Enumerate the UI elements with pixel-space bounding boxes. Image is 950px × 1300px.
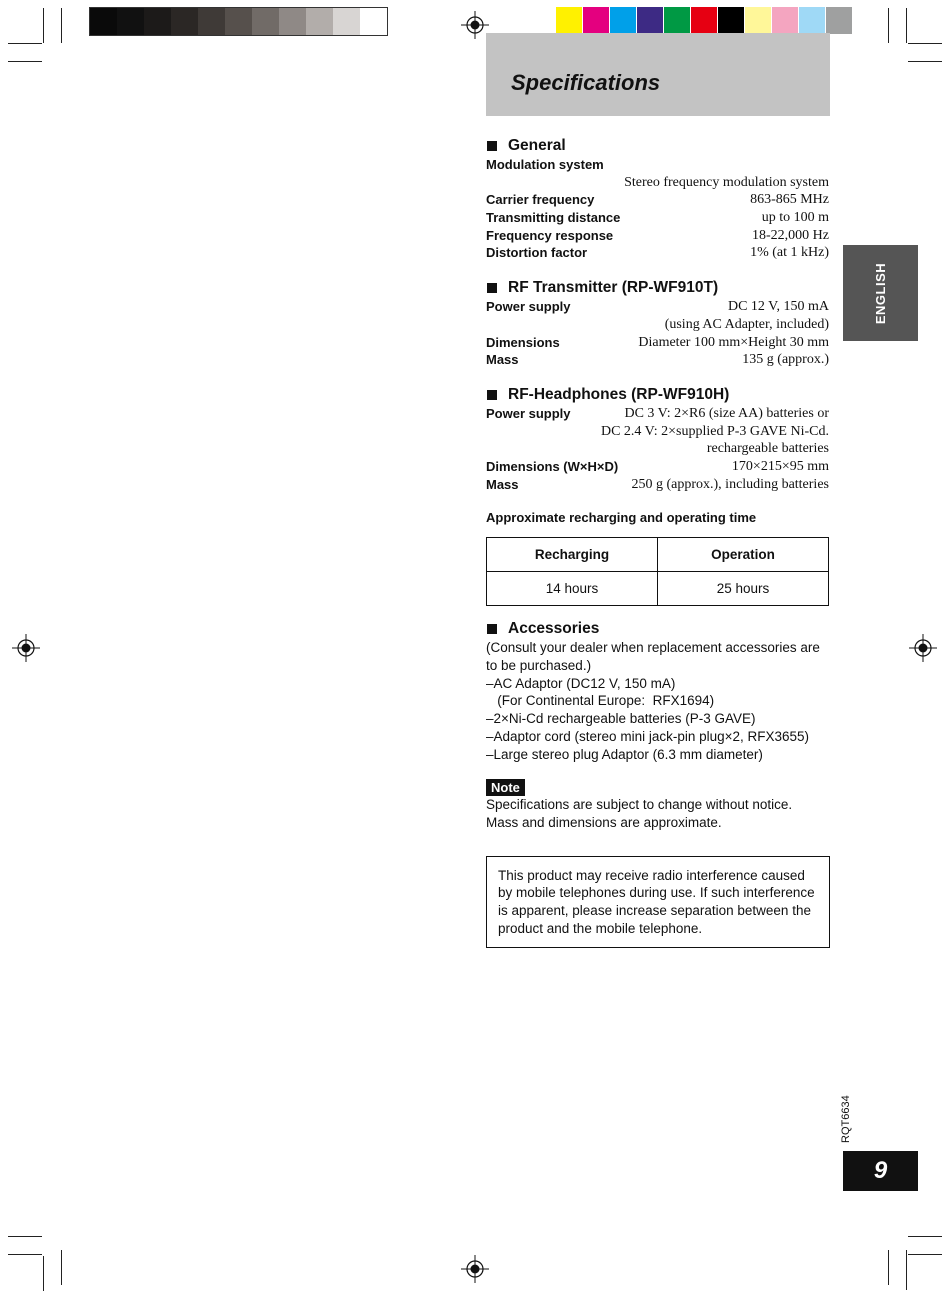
spec-row bbox=[486, 405, 829, 423]
table-row bbox=[487, 572, 829, 606]
spec-row bbox=[486, 191, 829, 209]
color-swatch bbox=[583, 7, 610, 34]
color-swatch bbox=[718, 7, 745, 34]
section-heading-transmitter: RF Transmitter (RP-WF910T) bbox=[486, 278, 829, 298]
color-swatch bbox=[252, 8, 279, 35]
recharge-heading: Approximate recharging and operating time bbox=[486, 510, 757, 526]
color-swatch bbox=[664, 7, 691, 34]
spec-value: 863-865 MHz bbox=[750, 192, 829, 208]
spec-value: 18-22,000 Hz bbox=[752, 227, 829, 243]
spec-label: Power supply bbox=[486, 299, 571, 315]
spec-value: DC 12 V, 150 mA bbox=[727, 299, 829, 315]
square-bullet-icon bbox=[487, 624, 497, 634]
accessories-intro: to be purchased.) bbox=[486, 658, 592, 674]
recharge-table bbox=[486, 537, 829, 606]
color-swatch bbox=[637, 7, 664, 34]
grayscale-color-bar bbox=[89, 7, 388, 36]
spec-row bbox=[486, 298, 829, 316]
section-heading-accessories: Accessories bbox=[486, 619, 829, 639]
list-item: –AC Adaptor (DC12 V, 150 mA) bbox=[486, 675, 676, 691]
spec-value: Stereo frequency modulation system bbox=[624, 174, 829, 190]
square-bullet-icon bbox=[487, 283, 497, 293]
spec-row bbox=[486, 351, 829, 369]
spec-row bbox=[486, 209, 829, 227]
page-title: Specifications bbox=[511, 70, 661, 95]
note-text: Specifications are subject to change without notice. bbox=[486, 797, 793, 813]
list-item: (For Continental Europe: RFX1694) bbox=[486, 693, 715, 709]
color-swatch bbox=[198, 8, 225, 35]
spec-value: Diameter 100 mm×Height 30 mm bbox=[638, 334, 829, 350]
spec-value: DC 3 V: 2×R6 (size AA) batteries or bbox=[624, 405, 829, 421]
note-badge: Note bbox=[486, 779, 525, 796]
page-number-box bbox=[843, 1151, 918, 1191]
list-item: –Large stereo plug Adaptor (6.3 mm diameter) bbox=[486, 746, 763, 762]
spec-label: Modulation system bbox=[486, 157, 604, 172]
interference-notice-text: This product may receive radio interference caused by mobile telephones during use. If such interference is apparent, please increase separation between the product and the mobile telephone. bbox=[498, 867, 815, 936]
color-swatch bbox=[799, 7, 826, 34]
spec-row bbox=[486, 227, 829, 245]
table-header-row bbox=[487, 538, 829, 572]
spec-label: Mass bbox=[486, 352, 519, 368]
spec-label: Dimensions bbox=[486, 334, 560, 350]
registration-mark-icon bbox=[909, 634, 937, 662]
color-swatch bbox=[826, 7, 853, 34]
spec-row bbox=[486, 476, 829, 494]
color-swatch bbox=[279, 8, 306, 35]
spec-label: Dimensions (W×H×D) bbox=[486, 458, 619, 474]
spec-label: Carrier frequency bbox=[486, 192, 595, 208]
spec-value: 250 g (approx.), including batteries bbox=[631, 476, 829, 492]
accessories-list bbox=[486, 675, 829, 764]
table-cell: 25 hours bbox=[658, 572, 829, 606]
color-swatch bbox=[745, 7, 772, 34]
page-number: 9 bbox=[873, 1157, 888, 1184]
spec-label: Transmitting distance bbox=[486, 210, 621, 226]
table-cell: 14 hours bbox=[487, 572, 658, 606]
spec-value-continued: rechargeable batteries bbox=[706, 441, 829, 457]
note-text: Mass and dimensions are approximate. bbox=[486, 814, 722, 830]
color-swatch bbox=[772, 7, 799, 34]
list-item: –Adaptor cord (stereo mini jack-pin plug×2, RFX3655) bbox=[486, 728, 810, 744]
process-color-bar bbox=[556, 7, 853, 34]
color-swatch bbox=[556, 7, 583, 34]
spec-value-continued: DC 2.4 V: 2×supplied P-3 GAVE Ni-Cd. bbox=[600, 423, 829, 439]
spec-value: 1% (at 1 kHz) bbox=[750, 245, 829, 261]
spec-row bbox=[486, 458, 829, 476]
color-swatch bbox=[171, 8, 198, 35]
color-swatch bbox=[691, 7, 718, 34]
color-swatch bbox=[610, 7, 637, 34]
spec-value: 170×215×95 mm bbox=[731, 458, 829, 474]
color-swatch bbox=[360, 8, 387, 35]
color-swatch bbox=[306, 8, 333, 35]
spec-value: 135 g (approx.) bbox=[742, 352, 829, 368]
spec-row bbox=[486, 156, 829, 174]
spec-value-continued: (using AC Adapter, included) bbox=[664, 316, 829, 332]
color-swatch bbox=[117, 8, 144, 35]
spec-label: Distortion factor bbox=[486, 245, 588, 261]
spec-row bbox=[486, 334, 829, 352]
interference-notice-box bbox=[486, 856, 830, 949]
square-bullet-icon bbox=[487, 390, 497, 400]
spec-row bbox=[486, 244, 829, 262]
specifications-content bbox=[486, 136, 829, 948]
language-tab-label: ENGLISH bbox=[872, 262, 888, 324]
color-swatch bbox=[333, 8, 360, 35]
list-item: –2×Ni-Cd rechargeable batteries (P-3 GAVE) bbox=[486, 711, 756, 727]
general-spec-list bbox=[486, 191, 829, 262]
spec-label: Power supply bbox=[486, 405, 571, 421]
document-code bbox=[826, 1095, 870, 1145]
spec-label: Mass bbox=[486, 476, 519, 492]
registration-mark-icon bbox=[461, 1255, 489, 1283]
spec-label: Frequency response bbox=[486, 227, 614, 243]
accessories-intro: (Consult your dealer when replacement accessories are bbox=[486, 640, 820, 656]
section-heading-general: General bbox=[486, 136, 829, 156]
section-heading-headphones: RF-Headphones (RP-WF910H) bbox=[486, 385, 829, 405]
document-code-text: RQT6634 bbox=[840, 1095, 852, 1143]
color-swatch bbox=[225, 8, 252, 35]
language-tab bbox=[843, 245, 918, 341]
table-header-cell: Recharging bbox=[487, 538, 658, 572]
spec-value: up to 100 m bbox=[761, 210, 829, 226]
color-swatch bbox=[90, 8, 117, 35]
registration-mark-icon bbox=[461, 11, 489, 39]
table-header-cell: Operation bbox=[658, 538, 829, 572]
registration-mark-icon bbox=[12, 634, 40, 662]
square-bullet-icon bbox=[487, 141, 497, 151]
color-swatch bbox=[144, 8, 171, 35]
